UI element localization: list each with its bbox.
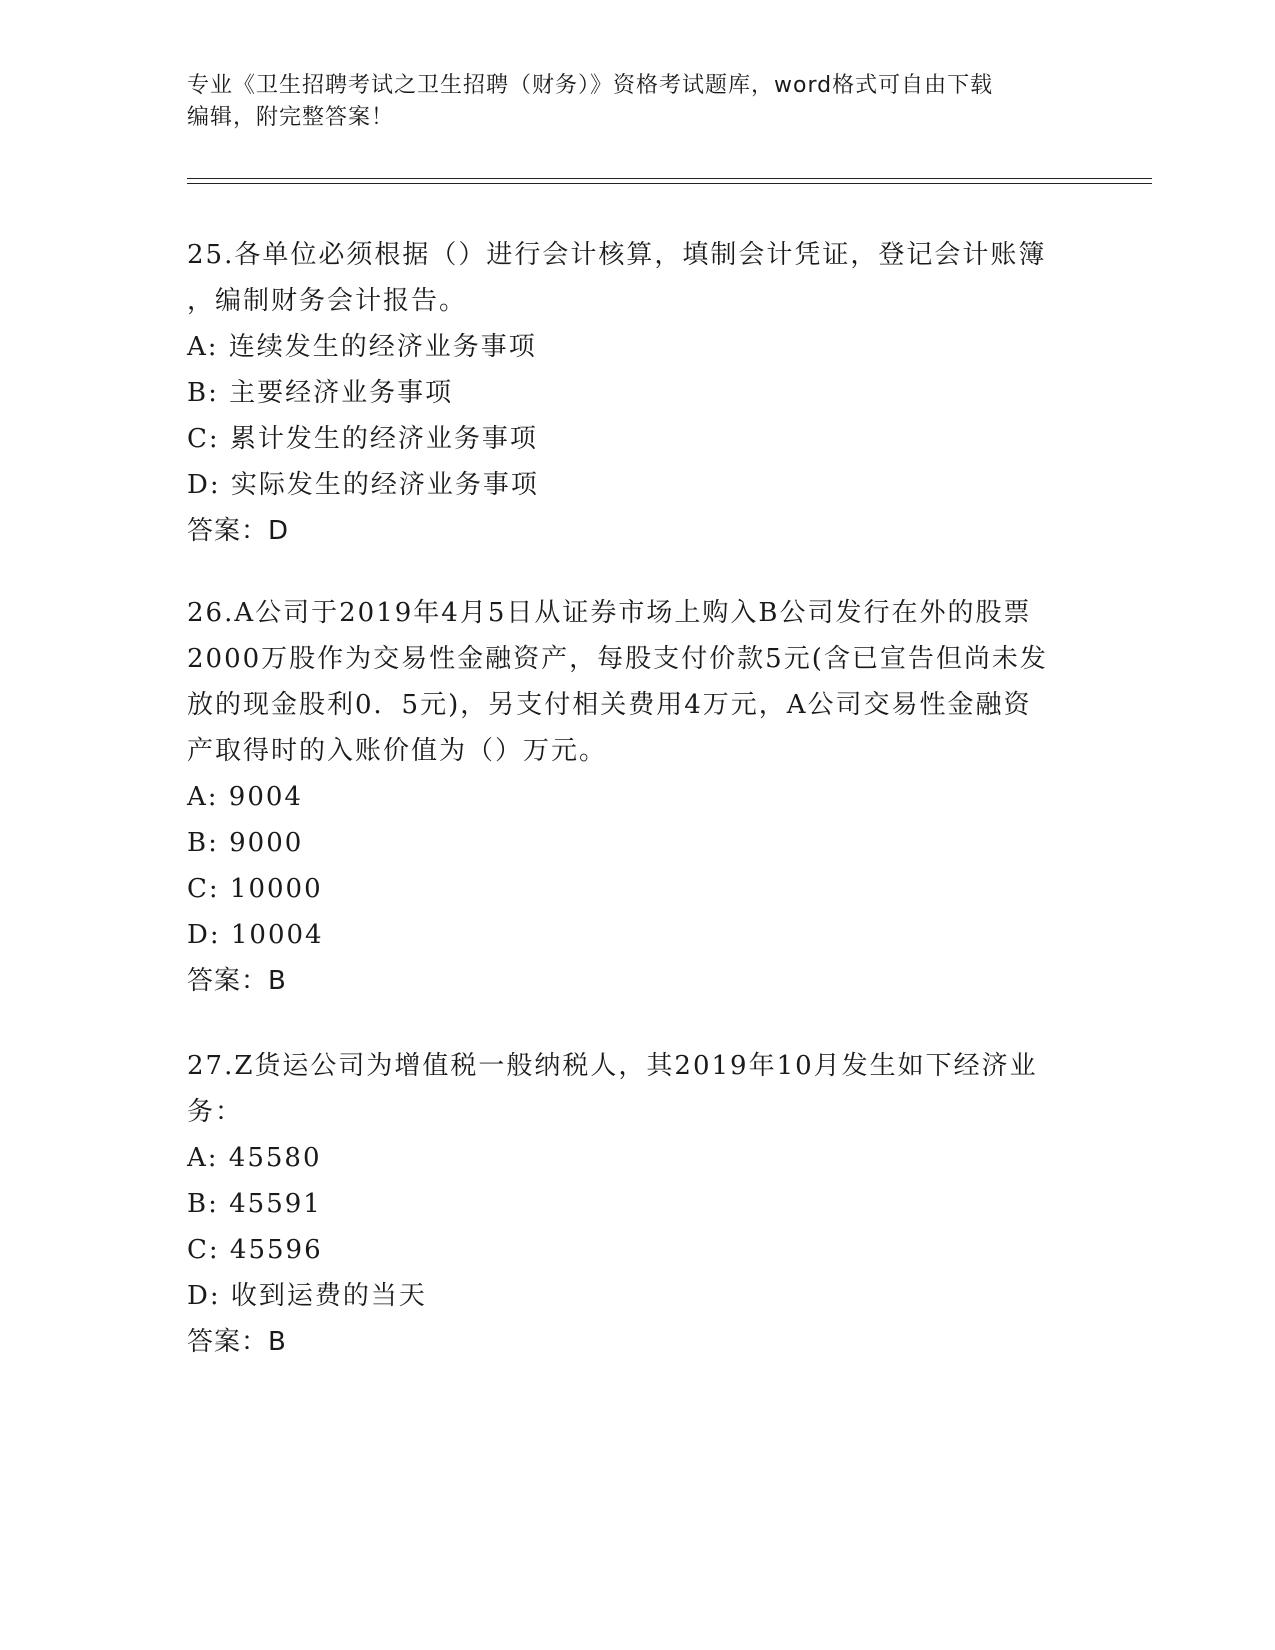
option-b: B: 45591 bbox=[187, 1189, 322, 1219]
question-text-line: 2000万股作为交易性金融资产，每股支付价款5元(含已宣告但尚未发 bbox=[187, 644, 1048, 674]
option-c: C: 累计发生的经济业务事项 bbox=[187, 424, 538, 454]
option-b: B: 9000 bbox=[187, 828, 304, 858]
question-25 bbox=[187, 232, 1087, 554]
answer: 答案：B bbox=[187, 1327, 287, 1357]
header-line-1: 专业《卫生招聘考试之卫生招聘（财务）》资格考试题库，word格式可自由下载 bbox=[187, 73, 994, 98]
option-b: B: 主要经济业务事项 bbox=[187, 378, 454, 408]
question-text-line: 放的现金股利0．5元)，另支付相关费用4万元，A公司交易性金融资 bbox=[187, 690, 1032, 720]
option-a: A: 9004 bbox=[187, 782, 303, 812]
option-d: D: 10004 bbox=[187, 920, 324, 950]
option-d: D: 实际发生的经济业务事项 bbox=[187, 470, 539, 500]
header-divider-second bbox=[187, 183, 1152, 184]
question-text-line: ，编制财务会计报告。 bbox=[187, 286, 468, 316]
question-text-line: 产取得时的入账价值为（）万元。 bbox=[187, 736, 608, 766]
answer: 答案：B bbox=[187, 966, 287, 996]
question-text-line: 25.各单位必须根据（）进行会计核算，填制会计凭证，登记会计账簿 bbox=[187, 240, 1047, 270]
option-c: C: 45596 bbox=[187, 1235, 323, 1265]
option-a: A: 45580 bbox=[187, 1143, 322, 1173]
question-27 bbox=[187, 1043, 1087, 1365]
question-text-line: 务： bbox=[187, 1097, 244, 1127]
page-header bbox=[187, 70, 1087, 134]
question-text-line: 26.A公司于2019年4月5日从证券市场上购入B公司发行在外的股票 bbox=[187, 598, 1032, 628]
header-line-2: 编辑，附完整答案！ bbox=[187, 105, 395, 130]
question-text-line: 27.Z货运公司为增值税一般纳税人，其2019年10月发生如下经济业 bbox=[187, 1051, 1038, 1081]
option-a: A: 连续发生的经济业务事项 bbox=[187, 332, 537, 362]
option-c: C: 10000 bbox=[187, 874, 323, 904]
question-26 bbox=[187, 590, 1087, 1004]
option-d: D: 收到运费的当天 bbox=[187, 1281, 427, 1311]
answer: 答案：D bbox=[187, 516, 290, 546]
header-divider bbox=[187, 178, 1152, 179]
